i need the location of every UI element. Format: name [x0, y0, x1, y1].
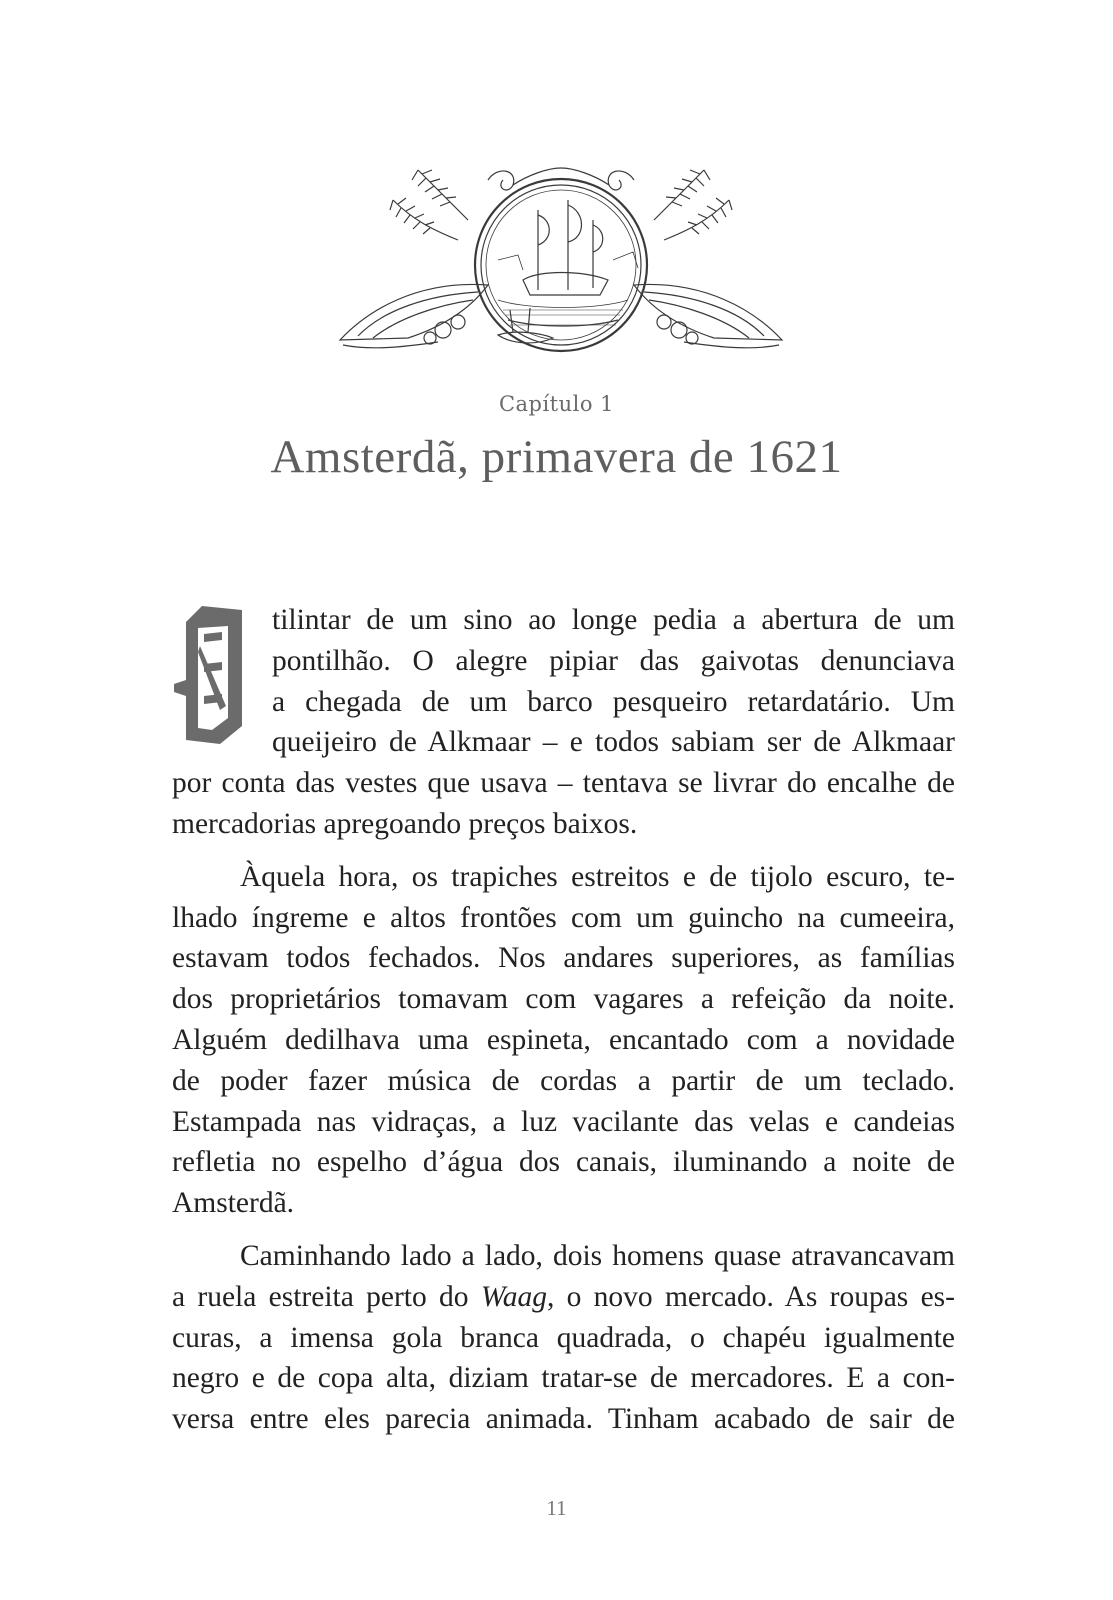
page-number: 11	[546, 1496, 567, 1520]
text-line: pontilhão. O alegre pipiar das gaivotas denunciava	[272, 644, 955, 677]
italic-term: Waag	[480, 1280, 547, 1313]
text-line: Alguém dedilhava uma espineta, encantado com a novidade	[172, 1023, 955, 1056]
text-line: curas, a imensa gola branca quadrada, o chapéu igualmente	[172, 1321, 955, 1354]
text-line: Amsterdã.	[172, 1187, 295, 1220]
text-line: a chegada de um barco pesqueiro retardatário. Um	[272, 685, 955, 718]
text-line: dos proprietários tomavam com vagares a refeição da noite.	[172, 983, 955, 1016]
text-line: estavam todos fechados. Nos andares superiores, as famílias	[172, 942, 955, 975]
text-line: Àquela hora, os trapiches estreitos e de tijolo escuro, te-	[240, 860, 955, 893]
text-line: de poder fazer música de cordas a partir de um teclado.	[172, 1064, 955, 1097]
chapter-label: Capítulo 1	[498, 392, 615, 416]
body-text	[172, 600, 955, 1440]
text-line: Caminhando lado a lado, dois homens quase atravancavam	[240, 1239, 955, 1272]
text-line: lhado íngreme e altos frontões com um guincho na cumeeira,	[172, 901, 955, 934]
ship-vignette-ornament-icon	[338, 160, 784, 358]
text-line: negro e de copa alta, diziam tratar-se de mercadores. E a con-	[172, 1362, 955, 1395]
paragraph-1	[172, 600, 955, 763]
text-line: Estampada nas vidraças, a luz vacilante das velas e candeias	[172, 1105, 955, 1138]
text-line: mercadorias apregoando preços baixos.	[172, 807, 638, 840]
paragraph-3	[172, 1236, 955, 1440]
text-segment: a ruela estreita perto do	[172, 1280, 469, 1313]
text-line	[172, 1277, 955, 1318]
text-segment: , o novo mercado. As roupas es-	[546, 1280, 955, 1313]
text-line: tilintar de um sino ao longe pedia a abertura de um	[272, 604, 955, 636]
text-line: por conta das vestes que usava – tentava se livrar do encalhe de	[172, 767, 955, 800]
text-line: refletia no espelho d’água dos canais, iluminando a noite de	[172, 1146, 955, 1179]
text-line: queijeiro de Alkmaar – e todos sabiam ser de Alkmaar	[272, 726, 955, 759]
text-line: versa entre eles parecia animada. Tinham acabado de sair de	[172, 1403, 955, 1436]
chapter-title: Amsterdã, primavera de 1621	[270, 431, 843, 483]
paragraph-2	[172, 857, 955, 1224]
